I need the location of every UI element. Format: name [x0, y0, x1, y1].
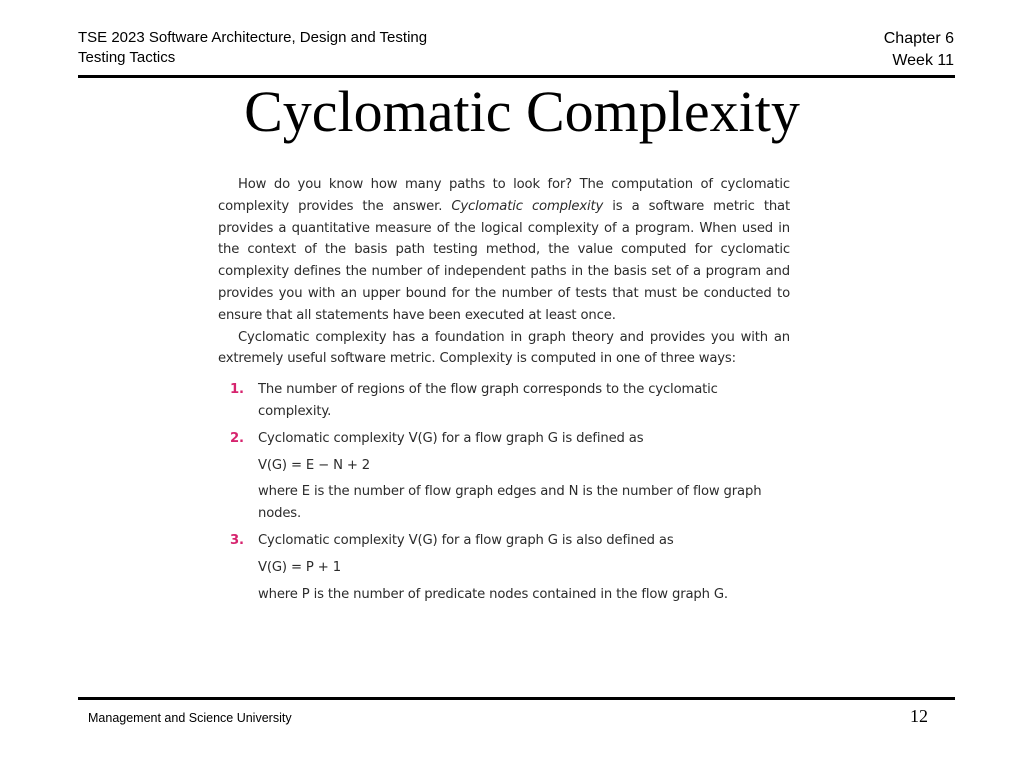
list-item [218, 530, 790, 605]
slide-header-left [78, 28, 427, 68]
slide-title: Cyclomatic Complexity [244, 79, 800, 144]
methods-list [218, 379, 790, 605]
list-number: 2. [230, 430, 244, 446]
chapter-label: Chapter 6 [883, 30, 954, 47]
footer-divider [78, 697, 955, 700]
p1-part-a: How do you know how many paths to look for? The computation of cyclomatic complexity provides the answer. [218, 177, 790, 214]
textbook-excerpt [218, 174, 790, 610]
formula-note: where E is the number of flow graph edges and N is the number of flow graph nodes. [258, 484, 762, 522]
course-title: TSE 2023 Software Architecture, Design and Testing [78, 29, 428, 46]
list-number: 3. [230, 532, 244, 548]
p1-part-b: is a software metric that provides a quantitative measure of the logical complexity of a program. When used in the context of the basis path testing method, the value computed for cyclomatic complexity defines the number of independent paths in the basis set of a program and provides you with an upper bound for the number of tests that must be conducted to ensure that all statements have been executed at least once. [218, 198, 791, 323]
footer-university: Management and Science University [88, 711, 292, 725]
list-number: 1. [230, 382, 244, 398]
formula-note: where P is the number of predicate nodes contained in the flow graph G. [258, 586, 728, 602]
list-item [218, 428, 790, 525]
paragraph-1 [218, 174, 790, 327]
list-item [218, 379, 790, 423]
formula: V(G) = E − N + 2 [258, 457, 371, 473]
slide-header-right [884, 28, 954, 72]
week-label: Week 11 [892, 52, 954, 69]
list-item-text: Cyclomatic complexity V(G) for a flow graph G is defined as [258, 430, 644, 446]
list-item-text: Cyclomatic complexity V(G) for a flow graph G is also defined as [258, 532, 674, 548]
topic-title: Testing Tactics [78, 49, 176, 66]
page-number: 12 [910, 706, 928, 726]
formula: V(G) = P + 1 [258, 559, 341, 575]
p1-emphasis: Cyclomatic complexity [451, 198, 604, 214]
list-item-text: The number of regions of the flow graph corresponds to the cyclomatic complexity. [258, 382, 718, 419]
paragraph-2: Cyclomatic complexity has a foundation in graph theory and provides you with an extremely useful software metric. Complexity is computed in one of three ways: [218, 329, 790, 367]
